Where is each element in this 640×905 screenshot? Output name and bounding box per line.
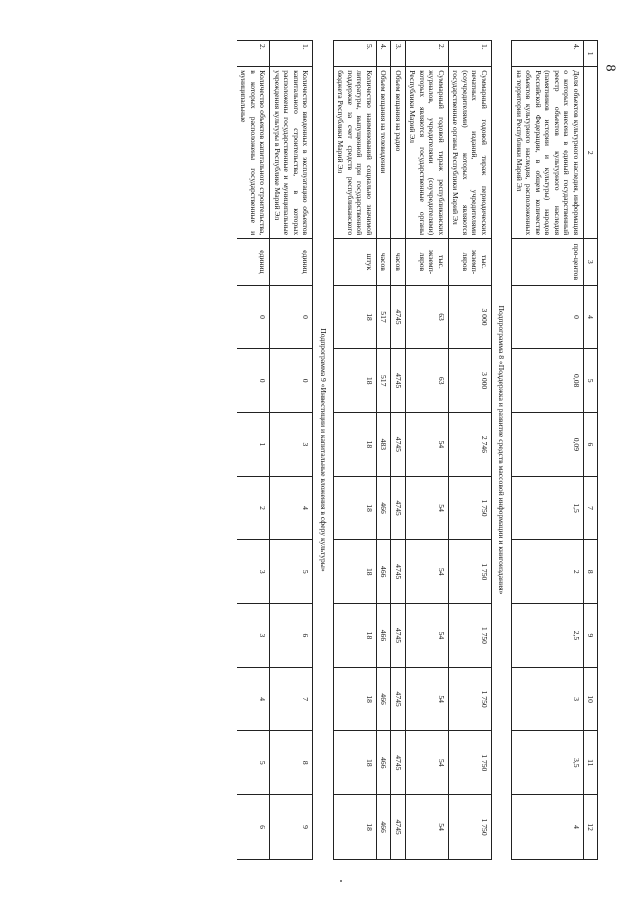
subprogram-9-title: Подпрограмма 9 «Инвестиции и капитальные вложения в сферу культуры» bbox=[313, 41, 333, 860]
row-unit: штук bbox=[333, 239, 376, 286]
value-cell: 3 bbox=[512, 667, 583, 731]
value-cell: 63 bbox=[405, 285, 448, 349]
value-cell: 4745 bbox=[391, 731, 405, 795]
value-cell: 5 bbox=[270, 540, 313, 604]
row-unit: единиц bbox=[270, 239, 313, 286]
value-cell: 4745 bbox=[391, 476, 405, 540]
table-row bbox=[391, 41, 405, 860]
value-cell: 54 bbox=[405, 476, 448, 540]
value-cell: 1 750 bbox=[448, 540, 491, 604]
value-cell: 466 bbox=[376, 731, 390, 795]
row-description: Доля объектов культурного наследия, информация о которых внесена в единый государственный реестр объектов культурного наследия (памятников истории и культуры) народов Российской Федерации, в общем количестве объектов культурного наследия, расположенных на территории Республики Марий Эл bbox=[512, 67, 583, 239]
value-cell: 3 bbox=[270, 413, 313, 477]
value-cell: 54 bbox=[405, 604, 448, 668]
table-row bbox=[448, 41, 491, 860]
indicator-table bbox=[237, 40, 598, 860]
col-number: 10 bbox=[583, 667, 597, 731]
scan-speck bbox=[340, 880, 342, 882]
row-number: 2. bbox=[405, 41, 448, 67]
value-cell: 4745 bbox=[391, 540, 405, 604]
value-cell: 4745 bbox=[391, 349, 405, 413]
value-cell: 4745 bbox=[391, 604, 405, 668]
value-cell: 0 bbox=[270, 349, 313, 413]
value-cell: 3 bbox=[237, 540, 270, 604]
col-number: 7 bbox=[583, 476, 597, 540]
value-cell: 517 bbox=[376, 285, 390, 349]
table-row bbox=[376, 41, 390, 860]
subprogram-heading-row bbox=[491, 41, 511, 860]
value-cell: 18 bbox=[333, 540, 376, 604]
col-number: 8 bbox=[583, 540, 597, 604]
row-description: Количество объектов капитального строительства, в которых расположены государственные и муниципальные bbox=[237, 67, 270, 239]
value-cell: 3 bbox=[237, 604, 270, 668]
value-cell: 8 bbox=[270, 731, 313, 795]
row-unit: часов bbox=[376, 239, 390, 286]
value-cell: 4745 bbox=[391, 795, 405, 860]
value-cell: 466 bbox=[376, 476, 390, 540]
row-unit: единиц bbox=[237, 239, 270, 286]
value-cell: 1 750 bbox=[448, 476, 491, 540]
value-cell: 466 bbox=[376, 540, 390, 604]
col-number: 3 bbox=[583, 239, 597, 286]
col-number: 2 bbox=[583, 67, 597, 239]
value-cell: 54 bbox=[405, 795, 448, 860]
value-cell: 1 bbox=[237, 413, 270, 477]
table-frame bbox=[112, 40, 598, 860]
row-number: 5. bbox=[333, 41, 376, 67]
value-cell: 18 bbox=[333, 476, 376, 540]
row-number: 1. bbox=[270, 41, 313, 67]
row-number: 2. bbox=[237, 41, 270, 67]
value-cell: 9 bbox=[270, 795, 313, 860]
value-cell: 54 bbox=[405, 731, 448, 795]
col-number: 11 bbox=[583, 731, 597, 795]
value-cell: 63 bbox=[405, 349, 448, 413]
value-cell: 54 bbox=[405, 667, 448, 731]
row-number: 4. bbox=[512, 41, 583, 67]
row-unit: про-центов bbox=[512, 239, 583, 286]
subprogram-8-title: Подпрограмма 8 «Поддержка и развитие средств массовой информации и книгоиздания» bbox=[491, 41, 511, 860]
value-cell: 0 bbox=[512, 285, 583, 349]
value-cell: 483 bbox=[376, 413, 390, 477]
value-cell: 54 bbox=[405, 413, 448, 477]
value-cell: 466 bbox=[376, 667, 390, 731]
value-cell: 1 750 bbox=[448, 604, 491, 668]
row-description: Суммарный годовой тираж республиканских журналов, учредителями (соучредителями) которых являются государственные органы Республики Марий Эл bbox=[405, 67, 448, 239]
row-unit: часов bbox=[391, 239, 405, 286]
row-unit: тыс. экземп-ляров bbox=[405, 239, 448, 286]
rotated-page bbox=[112, 40, 598, 860]
value-cell: 1 750 bbox=[448, 667, 491, 731]
value-cell: 4745 bbox=[391, 285, 405, 349]
value-cell: 18 bbox=[333, 349, 376, 413]
value-cell: 4 bbox=[512, 795, 583, 860]
page-number: 8 bbox=[602, 64, 618, 72]
col-number: 4 bbox=[583, 285, 597, 349]
value-cell: 18 bbox=[333, 795, 376, 860]
value-cell: 4 bbox=[270, 476, 313, 540]
row-description: Объем вещания на телевидении bbox=[376, 67, 390, 239]
row-description: Количество введенных в эксплуатацию объектов капитального строительства, в которых расположены государственные и муниципальные учреждения культуры в Республике Марий Эл bbox=[270, 67, 313, 239]
row-number: 1. bbox=[448, 41, 491, 67]
col-number: 1 bbox=[583, 41, 597, 67]
value-cell: 6 bbox=[270, 604, 313, 668]
row-number: 4. bbox=[376, 41, 390, 67]
value-cell: 7 bbox=[270, 667, 313, 731]
subprogram-heading-row bbox=[313, 41, 333, 860]
value-cell: 0 bbox=[270, 285, 313, 349]
value-cell: 54 bbox=[405, 540, 448, 604]
value-cell: 18 bbox=[333, 731, 376, 795]
value-cell: 3,5 bbox=[512, 731, 583, 795]
value-cell: 3 000 bbox=[448, 349, 491, 413]
value-cell: 2 bbox=[237, 476, 270, 540]
column-number-row bbox=[583, 41, 597, 860]
value-cell: 1 750 bbox=[448, 795, 491, 860]
value-cell: 2 746 bbox=[448, 413, 491, 477]
value-cell: 18 bbox=[333, 667, 376, 731]
value-cell: 0 bbox=[237, 285, 270, 349]
col-number: 12 bbox=[583, 795, 597, 860]
table-row bbox=[512, 41, 583, 860]
row-number: 3. bbox=[391, 41, 405, 67]
value-cell: 18 bbox=[333, 604, 376, 668]
col-number: 5 bbox=[583, 349, 597, 413]
row-description: Суммарный годовой тираж периодических печатных изданий, учредителями (соучредителями) которых являются государственные органы Республики Марий Эл bbox=[448, 67, 491, 239]
table-row bbox=[405, 41, 448, 860]
value-cell: 466 bbox=[376, 795, 390, 860]
row-description: Количество наименований социально значимой литературы, выпущенной при государственной поддержке за счет средств республиканского бюджета Республики Марий Эл bbox=[333, 67, 376, 239]
value-cell: 466 bbox=[376, 604, 390, 668]
value-cell: 517 bbox=[376, 349, 390, 413]
value-cell: 1,5 bbox=[512, 476, 583, 540]
value-cell: 18 bbox=[333, 285, 376, 349]
col-number: 6 bbox=[583, 413, 597, 477]
value-cell: 6 bbox=[237, 795, 270, 860]
table-row bbox=[237, 41, 270, 860]
value-cell: 2,5 bbox=[512, 604, 583, 668]
table-row bbox=[333, 41, 376, 860]
value-cell: 4745 bbox=[391, 413, 405, 477]
value-cell: 4 bbox=[237, 667, 270, 731]
row-unit: тыс. экземп-ляров bbox=[448, 239, 491, 286]
table-row bbox=[270, 41, 313, 860]
value-cell: 2 bbox=[512, 540, 583, 604]
value-cell: 0,08 bbox=[512, 349, 583, 413]
value-cell: 0,09 bbox=[512, 413, 583, 477]
value-cell: 4745 bbox=[391, 667, 405, 731]
value-cell: 0 bbox=[237, 349, 270, 413]
value-cell: 1 750 bbox=[448, 731, 491, 795]
value-cell: 18 bbox=[333, 413, 376, 477]
value-cell: 3 000 bbox=[448, 285, 491, 349]
row-description: Объем вещания на радио bbox=[391, 67, 405, 239]
value-cell: 5 bbox=[237, 731, 270, 795]
col-number: 9 bbox=[583, 604, 597, 668]
